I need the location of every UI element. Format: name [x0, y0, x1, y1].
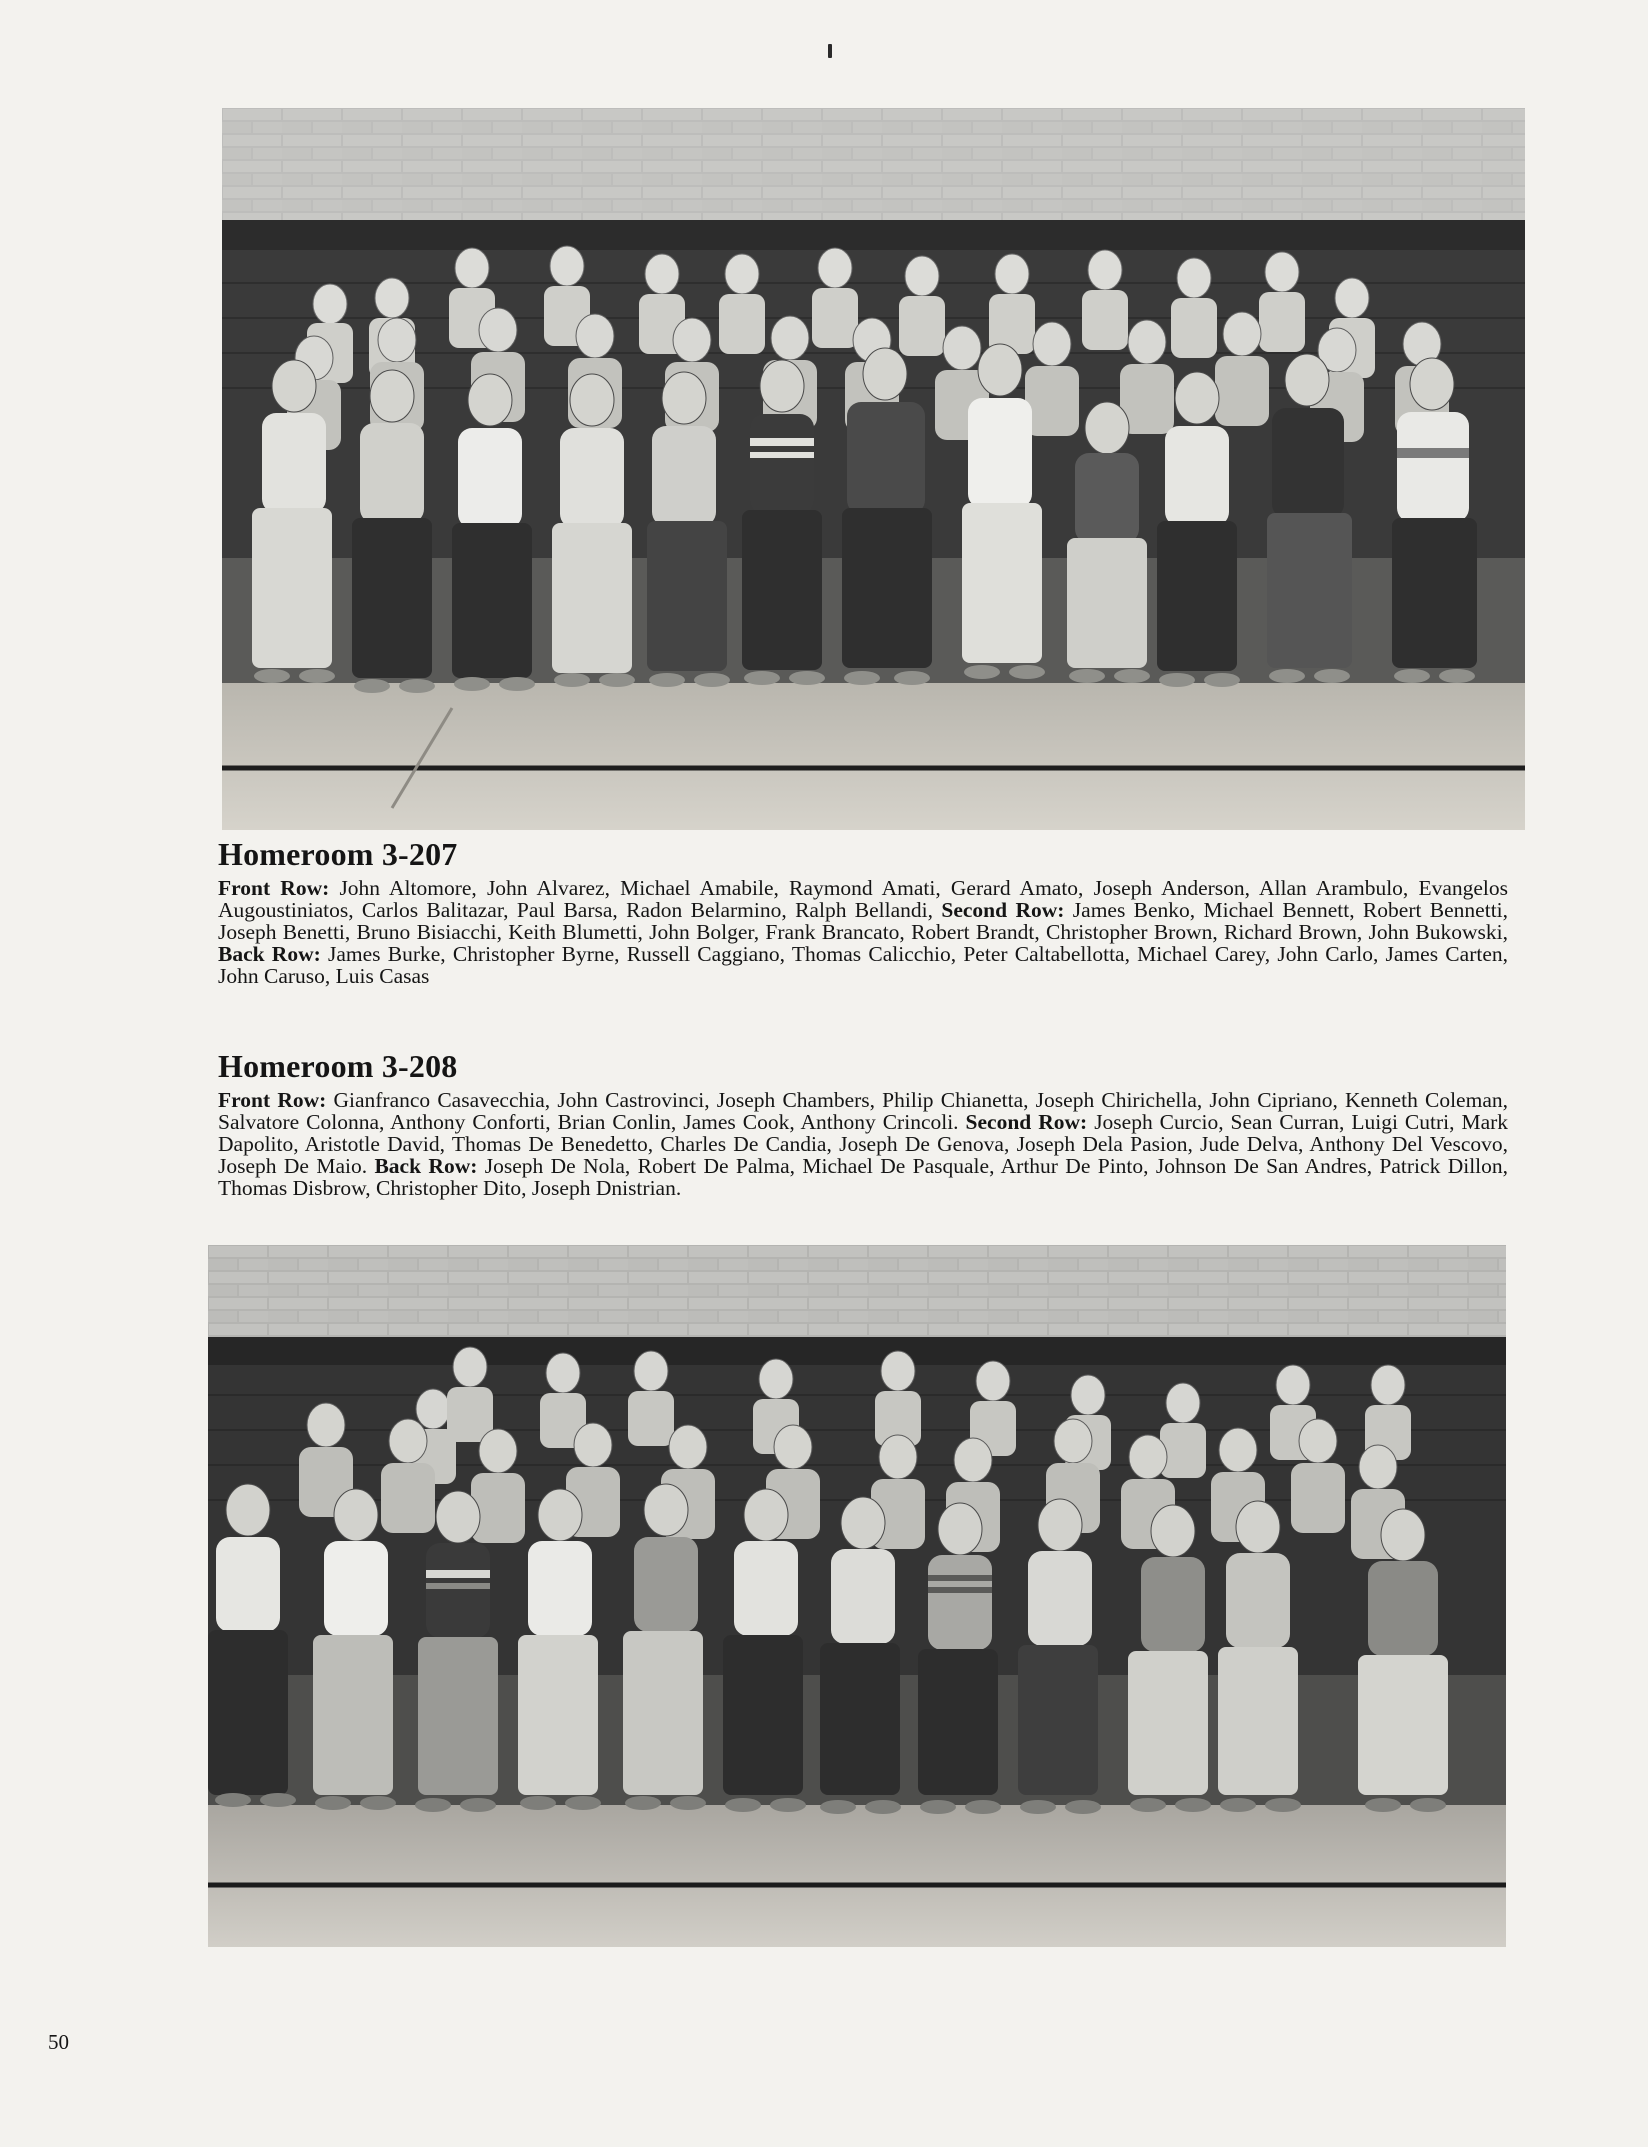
group-photo-homeroom-3-208: [208, 1245, 1506, 1947]
row-label: Second Row:: [965, 1109, 1088, 1134]
row-label: Front Row:: [218, 1087, 327, 1112]
homeroom-title: Homeroom 3-207: [218, 836, 458, 872]
page-number: 50: [48, 2030, 69, 2054]
group-photo-graphic: [208, 1245, 1506, 1947]
row-label: Second Row:: [941, 897, 1065, 922]
front-row-names: John Altomore, John Alvarez, Michael Amabile, Raymond Amati, Gerard Amato, Joseph Anderson, Allan Arambulo, Evangelos Augoustiniatos, Carlos Balitazar, Paul Barsa, Radon Belarmino, Ralph Bellandi,: [218, 875, 1509, 922]
second-row-names: Joseph Curcio, Sean Curran, Luigi Cutri, Mark Dapolito, Aristotle David, Thomas De Benedetto, Charles De Candia, Joseph De Genova, Joseph Dela Pasion, Jude Delva, Anthony Del Vescovo, Joseph De Maio.: [218, 1109, 1509, 1178]
back-row-names: Joseph De Nola, Robert De Palma, Michael De Pasquale, Arthur De Pinto, Johnson De San Andres, Patrick Dillon, Thomas Disbrow, Christopher Dito, Joseph Dnistrian.: [218, 1153, 1509, 1200]
roster-text: [218, 1089, 1508, 1199]
second-row-names: James Benko, Michael Bennett, Robert Bennetti, Joseph Benetti, Bruno Bisiacchi, Keith Blumetti, John Bolger, Frank Brancato, Robert Brandt, Christopher Brown, Richard Brown, John Bukowski,: [218, 897, 1509, 944]
homeroom-3-208-caption: [218, 1048, 1508, 1199]
page-top-mark: [828, 44, 832, 58]
row-label: Back Row:: [218, 941, 321, 966]
roster-text: [218, 877, 1508, 987]
group-photo-homeroom-3-207: [222, 108, 1525, 830]
back-row-names: James Burke, Christopher Byrne, Russell Caggiano, Thomas Calicchio, Peter Caltabellotta, Michael Carey, John Carlo, James Carten, John Caruso, Luis Casas: [218, 941, 1508, 988]
row-label: Front Row:: [218, 875, 330, 900]
group-photo-graphic: [222, 108, 1525, 830]
row-label: Back Row:: [374, 1153, 478, 1178]
homeroom-3-207-caption: [218, 836, 1508, 987]
homeroom-title: Homeroom 3-208: [218, 1048, 458, 1084]
front-row-names: Gianfranco Casavecchia, John Castrovinci, Joseph Chambers, Philip Chianetta, Joseph Chirichella, John Cipriano, Kenneth Coleman, Salvatore Colonna, Anthony Conforti, Brian Conlin, James Cook, Anthony Crincoli.: [218, 1087, 1508, 1134]
